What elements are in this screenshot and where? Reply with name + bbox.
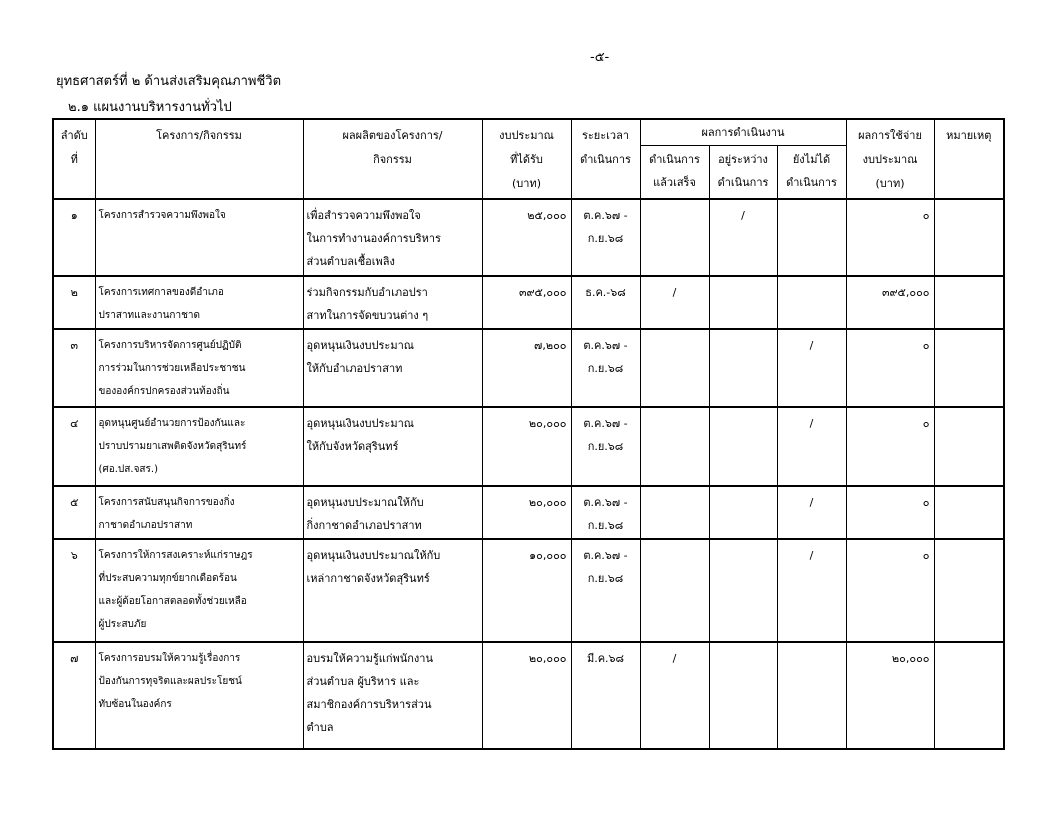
period-line: ก.ย.๖๘ — [587, 362, 624, 375]
row-number: ๒ — [53, 276, 95, 329]
project-output — [303, 407, 482, 486]
budget-amount: ๒๐,๐๐๐ — [482, 642, 571, 749]
project-output — [303, 199, 482, 276]
project-output — [303, 276, 482, 329]
status-done-mark — [640, 486, 709, 539]
project-name-line: โครงการให้การสงเคราะห์แก่ราษฎร — [98, 550, 253, 561]
project-output-line: เหล่ากาชาดจังหวัดสุรินทร์ — [306, 572, 430, 585]
project-name-line: โครงการเทศกาลของดีอำเภอ — [98, 287, 224, 298]
remark — [934, 276, 1004, 329]
period — [571, 407, 640, 486]
period-line: ก.ย.๖๘ — [587, 519, 624, 532]
row-number: ๗ — [53, 642, 95, 749]
period-line: ต.ค.๖๗ - — [583, 417, 628, 430]
period — [571, 539, 640, 642]
spent-amount: ๒๐,๐๐๐ — [846, 642, 934, 749]
project-name-line: ปราบปรามยาเสพติดจังหวัดสุรินทร์ — [98, 441, 247, 452]
budget-amount: ๑๐,๐๐๐ — [482, 539, 571, 642]
project-name-line: (ศอ.ปส.จสร.) — [98, 464, 158, 475]
spent-amount: ๓๙๕,๐๐๐ — [846, 276, 934, 329]
period — [571, 329, 640, 407]
row-number: ๑ — [53, 199, 95, 276]
table-row — [53, 486, 1004, 539]
project-output-line: สมาชิกองค์การบริหารส่วน — [306, 698, 432, 711]
project-name-line: โครงการบริหารจัดการศูนย์ปฏิบัติ — [98, 340, 242, 351]
project-name — [95, 276, 303, 329]
project-output — [303, 329, 482, 407]
status-not-started-mark: / — [777, 539, 846, 642]
status-done-mark — [640, 539, 709, 642]
header-period: ระยะเวลา ดำเนินการ — [571, 119, 640, 199]
project-output-line: ส่วนตำบล ผู้บริหาร และ — [306, 675, 420, 688]
remark — [934, 486, 1004, 539]
status-in-progress-mark — [709, 329, 777, 407]
row-number: ๖ — [53, 539, 95, 642]
budget-amount: ๗,๒๐๐ — [482, 329, 571, 407]
page-number: -๕- — [590, 50, 610, 65]
row-number: ๕ — [53, 486, 95, 539]
remark — [934, 407, 1004, 486]
table-row — [53, 199, 1004, 276]
project-name — [95, 539, 303, 642]
project-output-line: เพื่อสำรวจความพึงพอใจ — [306, 209, 421, 222]
project-output-line: สาทในการจัดขบวนต่าง ๆ — [306, 309, 429, 322]
status-done-mark — [640, 329, 709, 407]
spent-amount: ๐ — [846, 486, 934, 539]
project-output-line: ร่วมกิจกรรมกับอำเภอปรา — [306, 286, 428, 299]
project-output-line: ให้กับอำเภอปราสาท — [306, 362, 403, 375]
remark — [934, 329, 1004, 407]
status-in-progress-mark — [709, 407, 777, 486]
spent-amount: ๐ — [846, 329, 934, 407]
project-name-line: โครงการสนับสนุนกิจการของกิ่ง — [98, 497, 235, 508]
project-name-line: การร่วมในการช่วยเหลือประชาชน — [98, 363, 246, 374]
project-name — [95, 199, 303, 276]
table-body — [53, 199, 1004, 749]
project-name-line: โครงการสำรวจความพึงพอใจ — [98, 210, 226, 221]
period — [571, 199, 640, 276]
table-row — [53, 407, 1004, 486]
status-in-progress-mark — [709, 642, 777, 749]
period — [571, 486, 640, 539]
spent-amount: ๐ — [846, 407, 934, 486]
header-done: ดำเนินการ แล้วเสร็จ — [640, 145, 709, 199]
status-not-started-mark: / — [777, 486, 846, 539]
status-in-progress-mark — [709, 486, 777, 539]
header-in-progress: อยู่ระหว่าง ดำเนินการ — [709, 145, 777, 199]
table-row — [53, 539, 1004, 642]
remark — [934, 642, 1004, 749]
spent-amount: ๐ — [846, 539, 934, 642]
project-output-line: ในการทำงานองค์การบริหาร — [306, 232, 441, 245]
status-in-progress-mark — [709, 539, 777, 642]
project-name — [95, 329, 303, 407]
header-budget: งบประมาณ ที่ได้รับ (บาท) — [482, 119, 571, 199]
status-not-started-mark — [777, 199, 846, 276]
period-line: ต.ค.๖๗ - — [583, 496, 628, 509]
status-not-started-mark: / — [777, 329, 846, 407]
period-line: ก.ย.๖๘ — [587, 232, 624, 245]
status-in-progress-mark: / — [709, 199, 777, 276]
period — [571, 642, 640, 749]
period-line: ธ.ค.-๖๘ — [585, 286, 626, 299]
remark — [934, 539, 1004, 642]
project-name-line: และผู้ด้อยโอกาสตลอดทั้งช่วยเหลือ — [98, 596, 247, 607]
status-done-mark — [640, 199, 709, 276]
header-no: ลำดับ ที่ — [53, 119, 95, 199]
header-not-started: ยังไม่ได้ ดำเนินการ — [777, 145, 846, 199]
spent-amount: ๐ — [846, 199, 934, 276]
project-output-line: อุดหนุนงบประมาณให้กับ — [306, 496, 424, 509]
status-not-started-mark: / — [777, 407, 846, 486]
table-row — [53, 276, 1004, 329]
project-output — [303, 486, 482, 539]
project-name — [95, 486, 303, 539]
project-output — [303, 539, 482, 642]
project-name-line: อุดหนุนศูนย์อำนวยการป้องกันและ — [98, 418, 246, 429]
period-line: ต.ค.๖๗ - — [583, 339, 628, 352]
header-output: ผลผลิตของโครงการ/ กิจกรรม — [303, 119, 482, 199]
status-not-started-mark — [777, 642, 846, 749]
plan-heading: ๒.๑ แผนงานบริหารงานทั่วไป — [68, 100, 232, 115]
project-output-line: อุดหนุนเงินงบประมาณ — [306, 417, 414, 430]
status-in-progress-mark — [709, 276, 777, 329]
table-row — [53, 642, 1004, 749]
project-output-line: ตำบล — [306, 721, 334, 734]
project-name-line: ทับซ้อนในองค์กร — [98, 699, 172, 710]
project-output — [303, 642, 482, 749]
project-output-line: กิ่งกาชาดอำเภอปราสาท — [306, 519, 422, 532]
table-row — [53, 329, 1004, 407]
header-spent: ผลการใช้จ่าย งบประมาณ (บาท) — [846, 119, 934, 199]
header-remark: หมายเหตุ — [934, 119, 1004, 199]
period-line: ก.ย.๖๘ — [587, 440, 624, 453]
project-output-line: อุดหนุนเงินงบประมาณให้กับ — [306, 549, 441, 562]
header-row-1 — [53, 119, 1004, 145]
status-done-mark: / — [640, 276, 709, 329]
period-line: ก.ย.๖๘ — [587, 572, 624, 585]
project-name — [95, 642, 303, 749]
status-not-started-mark — [777, 276, 846, 329]
project-output-line: อุดหนุนเงินงบประมาณ — [306, 339, 414, 352]
project-name-line: ขององค์กรปกครองส่วนท้องถิ่น — [98, 386, 230, 397]
period-line: ต.ค.๖๗ - — [583, 549, 628, 562]
row-number: ๔ — [53, 407, 95, 486]
strategy-heading: ยุทธศาสตร์ที่ ๒ ด้านส่งเสริมคุณภาพชีวิต — [56, 74, 282, 89]
project-name — [95, 407, 303, 486]
period-line: มี.ค.๖๘ — [586, 652, 625, 665]
budget-amount: ๒๐,๐๐๐ — [482, 486, 571, 539]
budget-amount: ๓๙๕,๐๐๐ — [482, 276, 571, 329]
project-name-line: ผู้ประสบภัย — [98, 619, 147, 630]
project-name-line: ที่ประสบความทุกข์ยากเดือดร้อน — [98, 573, 237, 584]
project-output-line: อบรมให้ความรู้แก่พนักงาน — [306, 652, 433, 665]
status-done-mark: / — [640, 642, 709, 749]
budget-amount: ๒๕,๐๐๐ — [482, 199, 571, 276]
period — [571, 276, 640, 329]
remark — [934, 199, 1004, 276]
header-project: โครงการ/กิจกรรม — [95, 119, 303, 199]
period-line: ต.ค.๖๗ - — [583, 209, 628, 222]
project-name-line: กาชาดอำเภอปราสาท — [98, 520, 193, 531]
row-number: ๓ — [53, 329, 95, 407]
budget-amount: ๒๐,๐๐๐ — [482, 407, 571, 486]
header-result-group: ผลการดำเนินงาน — [640, 119, 846, 145]
project-output-line: ให้กับจังหวัดสุรินทร์ — [306, 440, 399, 453]
project-name-line: โครงการอบรมให้ความรู้เรื่องการ — [98, 653, 241, 664]
status-done-mark — [640, 407, 709, 486]
project-name-line: ป้องกันการทุจริตและผลประโยชน์ — [98, 676, 242, 687]
project-output-line: ส่วนตำบลเชื้อเพลิง — [306, 255, 395, 268]
project-results-table — [52, 118, 1005, 750]
project-name-line: ปราสาทและงานกาชาด — [98, 310, 200, 321]
